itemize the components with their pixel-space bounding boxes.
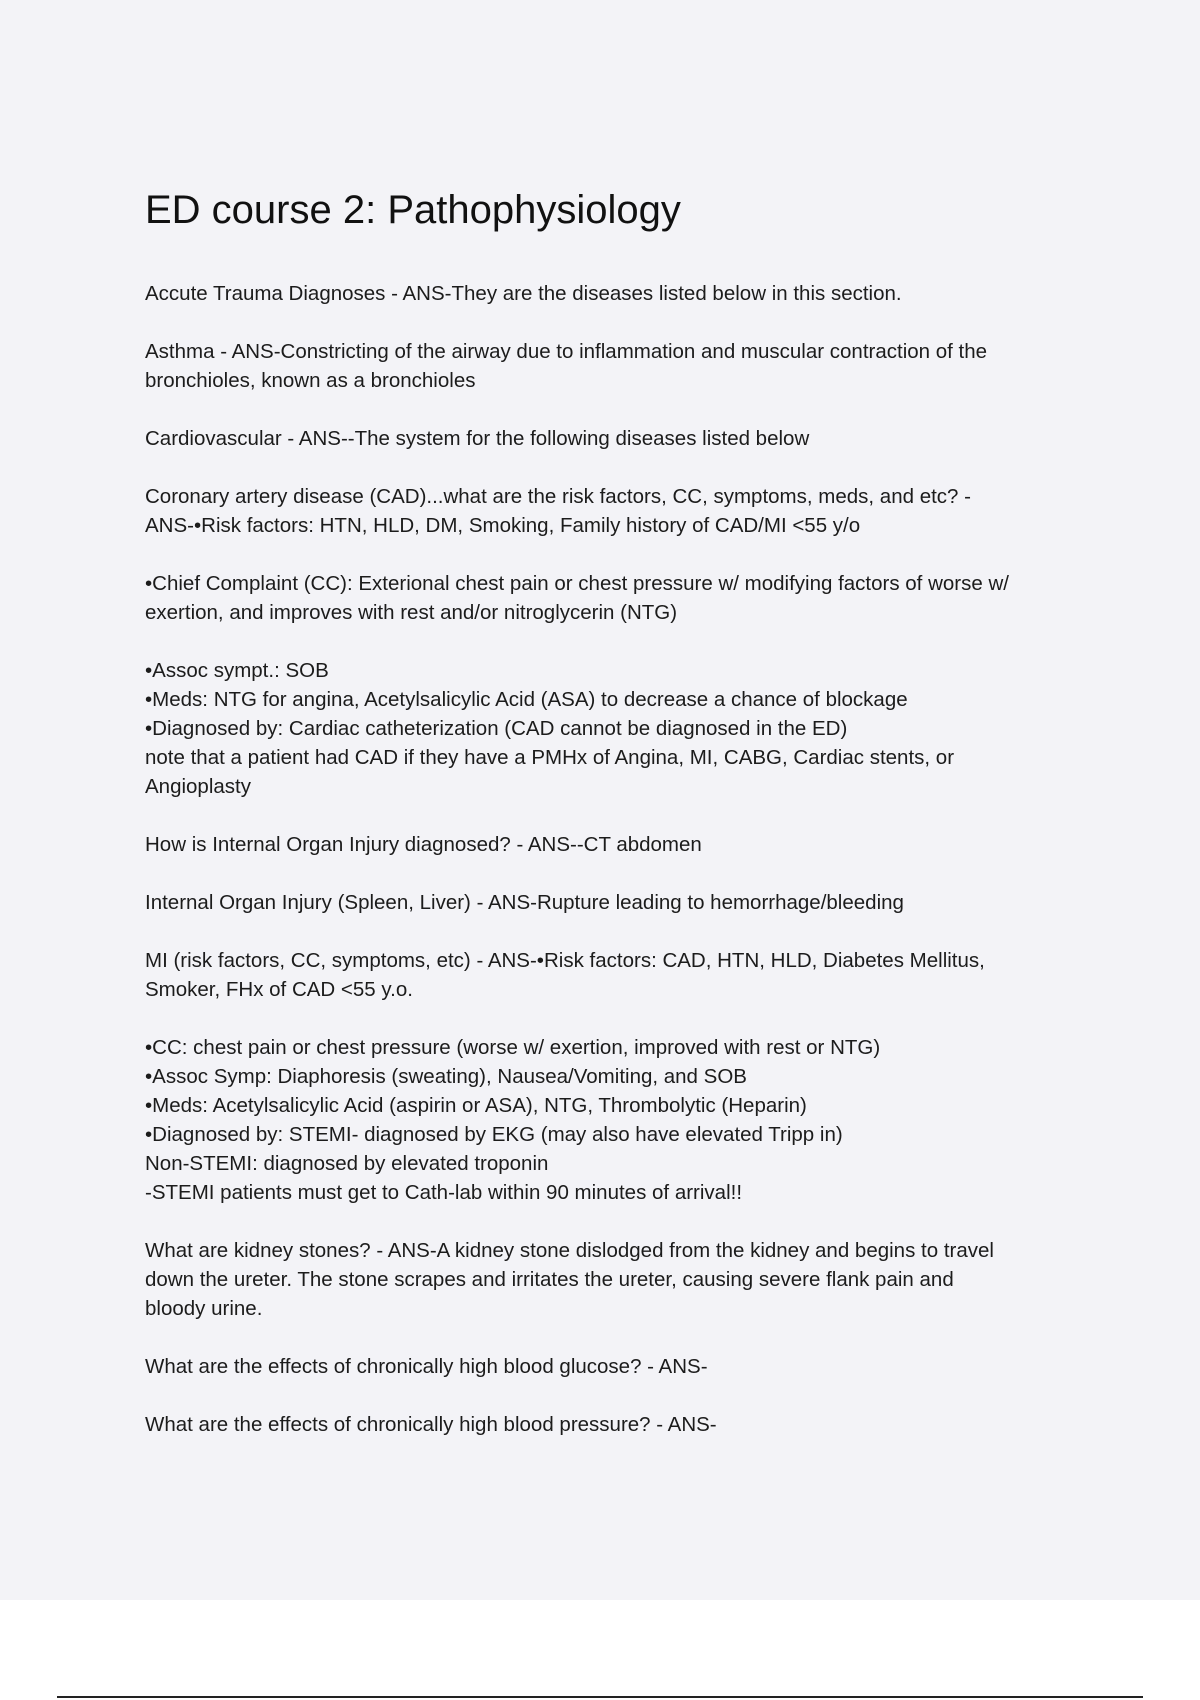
text-line: Coronary artery disease (CAD)...what are the risk factors, CC, symptoms, meds, and etc? - [145, 485, 971, 508]
paragraph-high-blood-pressure [145, 1410, 1090, 1439]
text-line: •Meds: Acetylsalicylic Acid (aspirin or ASA), NTG, Thrombolytic (Heparin) [145, 1094, 807, 1117]
text-line: •Chief Complaint (CC): Exterional chest pain or chest pressure w/ modifying factors of worse w/ [145, 572, 1009, 595]
text-line: Non-STEMI: diagnosed by elevated troponin [145, 1152, 549, 1175]
text-line: Angioplasty [145, 775, 251, 798]
document-body [145, 185, 1090, 1468]
text-line: Internal Organ Injury (Spleen, Liver) - ANS-Rupture leading to hemorrhage/bleeding [145, 891, 904, 914]
text-line: What are the effects of chronically high blood glucose? - ANS- [145, 1355, 708, 1378]
paragraph-mi [145, 946, 1090, 1004]
paragraph-cad [145, 482, 1090, 540]
text-line: exertion, and improves with rest and/or nitroglycerin (NTG) [145, 601, 678, 624]
paragraph-asthma [145, 337, 1090, 395]
text-line: •Meds: NTG for angina, Acetylsalicylic Acid (ASA) to decrease a chance of blockage [145, 688, 908, 711]
paragraph-cad-chief-complaint [145, 569, 1090, 627]
paragraph-internal-organ-diagnosis [145, 830, 1090, 859]
document-title: ED course 2: Pathophysiology [145, 188, 681, 232]
text-line: Asthma - ANS-Constricting of the airway due to inflammation and muscular contraction of the [145, 340, 988, 363]
text-line: •Diagnosed by: STEMI- diagnosed by EKG (may also have elevated Tripp in) [145, 1123, 843, 1146]
paragraph-high-blood-glucose [145, 1352, 1090, 1381]
footer-divider [57, 1696, 1143, 1698]
paragraph-internal-organ-injury [145, 888, 1090, 917]
text-line: Cardiovascular - ANS--The system for the following diseases listed below [145, 427, 810, 450]
text-line: Smoker, FHx of CAD <55 y.o. [145, 978, 413, 1001]
text-line: bloody urine. [145, 1297, 263, 1320]
text-line: How is Internal Organ Injury diagnosed? - ANS--CT abdomen [145, 833, 702, 856]
text-line: What are the effects of chronically high blood pressure? - ANS- [145, 1413, 717, 1436]
paragraph-cardiovascular [145, 424, 1090, 453]
text-line: bronchioles, known as a bronchioles [145, 369, 476, 392]
paragraph-cad-details [145, 656, 1090, 801]
text-line: down the ureter. The stone scrapes and irritates the ureter, causing severe flank pain and [145, 1268, 954, 1291]
text-line: ANS-•Risk factors: HTN, HLD, DM, Smoking, Family history of CAD/MI <55 y/o [145, 514, 861, 537]
paragraph-accute-trauma [145, 279, 1090, 308]
text-line: MI (risk factors, CC, symptoms, etc) - ANS-•Risk factors: CAD, HTN, HLD, Diabetes Mellitus, [145, 949, 985, 972]
paragraph-mi-details [145, 1033, 1090, 1207]
text-line: note that a patient had CAD if they have a PMHx of Angina, MI, CABG, Cardiac stents, or [145, 746, 955, 769]
text-line: Accute Trauma Diagnoses - ANS-They are the diseases listed below in this section. [145, 282, 902, 305]
text-line: What are kidney stones? - ANS-A kidney stone dislodged from the kidney and begins to travel [145, 1239, 994, 1262]
paragraph-kidney-stones [145, 1236, 1090, 1323]
text-line: •CC: chest pain or chest pressure (worse w/ exertion, improved with rest or NTG) [145, 1036, 881, 1059]
text-line: •Assoc Symp: Diaphoresis (sweating), Nausea/Vomiting, and SOB [145, 1065, 747, 1088]
text-line: •Diagnosed by: Cardiac catheterization (CAD cannot be diagnosed in the ED) [145, 717, 848, 740]
text-line: •Assoc sympt.: SOB [145, 659, 329, 682]
text-line: -STEMI patients must get to Cath-lab within 90 minutes of arrival!! [145, 1181, 743, 1204]
